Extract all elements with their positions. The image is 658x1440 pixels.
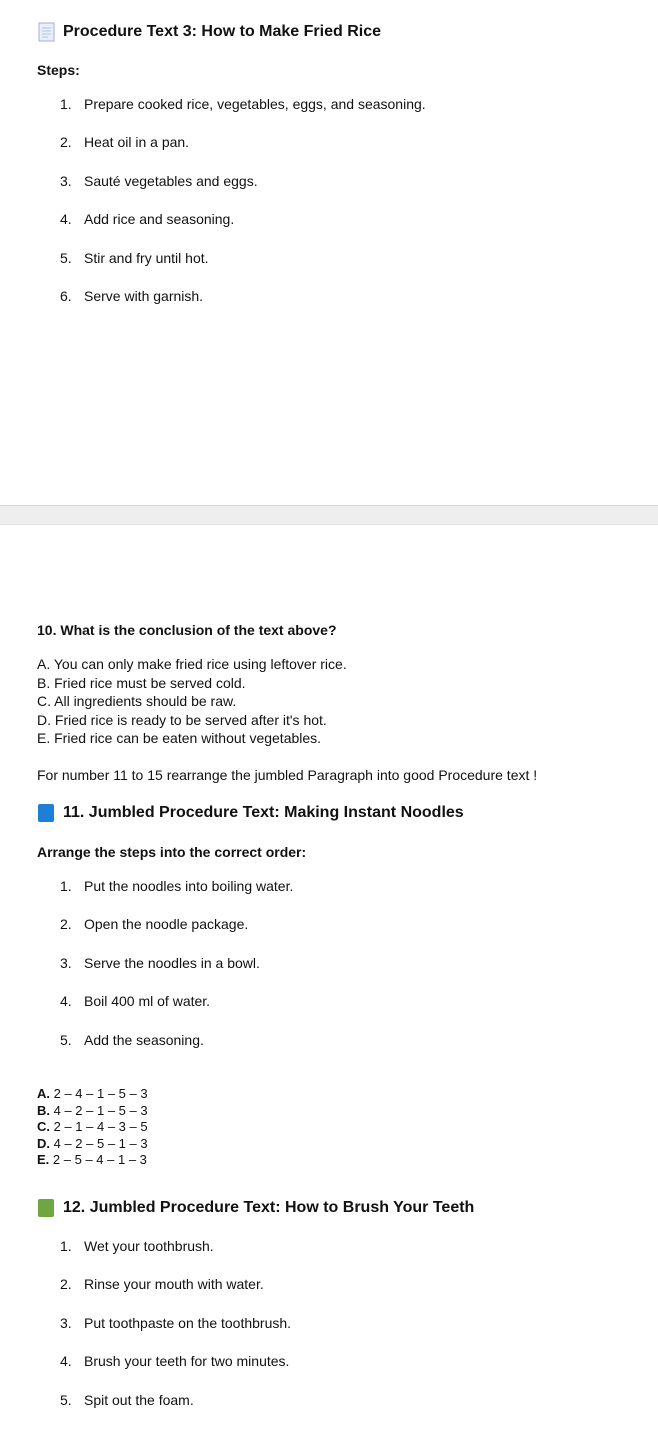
list-item: 4. Boil 400 ml of water. <box>60 993 211 1010</box>
list-item: 1. Wet your toothbrush. <box>60 1238 214 1254</box>
list-item: 1. Prepare cooked rice, vegetables, eggs, and seasoning. <box>60 96 426 112</box>
list-item: 3. Put toothpaste on the toothbrush. <box>60 1314 292 1331</box>
blue-book-icon <box>38 804 54 822</box>
section11-subtitle: Arrange the steps into the correct order: <box>37 844 307 860</box>
option-b: B. Fried rice must be served cold. <box>37 674 246 691</box>
list-item: 6. Serve with garnish. <box>60 287 204 304</box>
instruction-text: For number 11 to 15 rearrange the jumbled Paragraph into good Procedure text ! <box>37 767 538 783</box>
section11-heading <box>38 804 464 822</box>
list-item: 2. Open the noodle package. <box>60 916 249 933</box>
section12-title: 12. Jumbled Procedure Text: How to Brush Your Teeth <box>63 1199 475 1216</box>
option-d: D. Fried rice is ready to be served after it's hot. <box>37 711 327 728</box>
section12-steps <box>60 1238 291 1430</box>
answer-b: B. 4 – 2 – 1 – 5 – 3 <box>37 1102 148 1118</box>
question10-title: 10. What is the conclusion of the text above? <box>37 622 337 638</box>
list-item: 3. Sauté vegetables and eggs. <box>60 172 258 189</box>
document-icon <box>38 22 55 42</box>
answer-e: E. 2 – 5 – 4 – 1 – 3 <box>37 1152 147 1168</box>
answer-c: C. 2 – 1 – 4 – 3 – 5 <box>37 1119 148 1135</box>
section1-heading <box>38 22 381 42</box>
list-item: 4. Add rice and seasoning. <box>60 211 235 228</box>
section1-steps <box>60 96 426 326</box>
section1-title: Procedure Text 3: How to Make Fried Rice <box>63 23 382 40</box>
list-item: 4. Brush your teeth for two minutes. <box>60 1353 290 1370</box>
list-item: 5. Spit out the foam. <box>60 1391 194 1408</box>
list-item: 1. Put the noodles into boiling water. <box>60 878 294 894</box>
page-separator <box>0 505 658 525</box>
section11-steps <box>60 878 293 1070</box>
list-item: 5. Add the seasoning. <box>60 1031 204 1048</box>
list-item: 2. Rinse your mouth with water. <box>60 1276 264 1293</box>
section1-subtitle: Steps: <box>37 62 80 78</box>
section11-title: 11. Jumbled Procedure Text: Making Instant Noodles <box>63 804 464 821</box>
option-e: E. Fried rice can be eaten without vegetables. <box>37 730 322 747</box>
section11-answers <box>37 1086 148 1169</box>
option-c: C. All ingredients should be raw. <box>37 693 237 710</box>
section12-heading <box>38 1199 474 1217</box>
green-book-icon <box>38 1199 54 1217</box>
list-item: 3. Serve the noodles in a bowl. <box>60 954 260 971</box>
question10-options <box>37 655 347 748</box>
list-item: 2. Heat oil in a pan. <box>60 134 190 151</box>
list-item: 5. Stir and fry until hot. <box>60 249 209 266</box>
option-a: A. You can only make fried rice using leftover rice. <box>37 656 347 672</box>
answer-d: D. 4 – 2 – 5 – 1 – 3 <box>37 1135 148 1151</box>
answer-a: A. 2 – 4 – 1 – 5 – 3 <box>37 1086 148 1101</box>
